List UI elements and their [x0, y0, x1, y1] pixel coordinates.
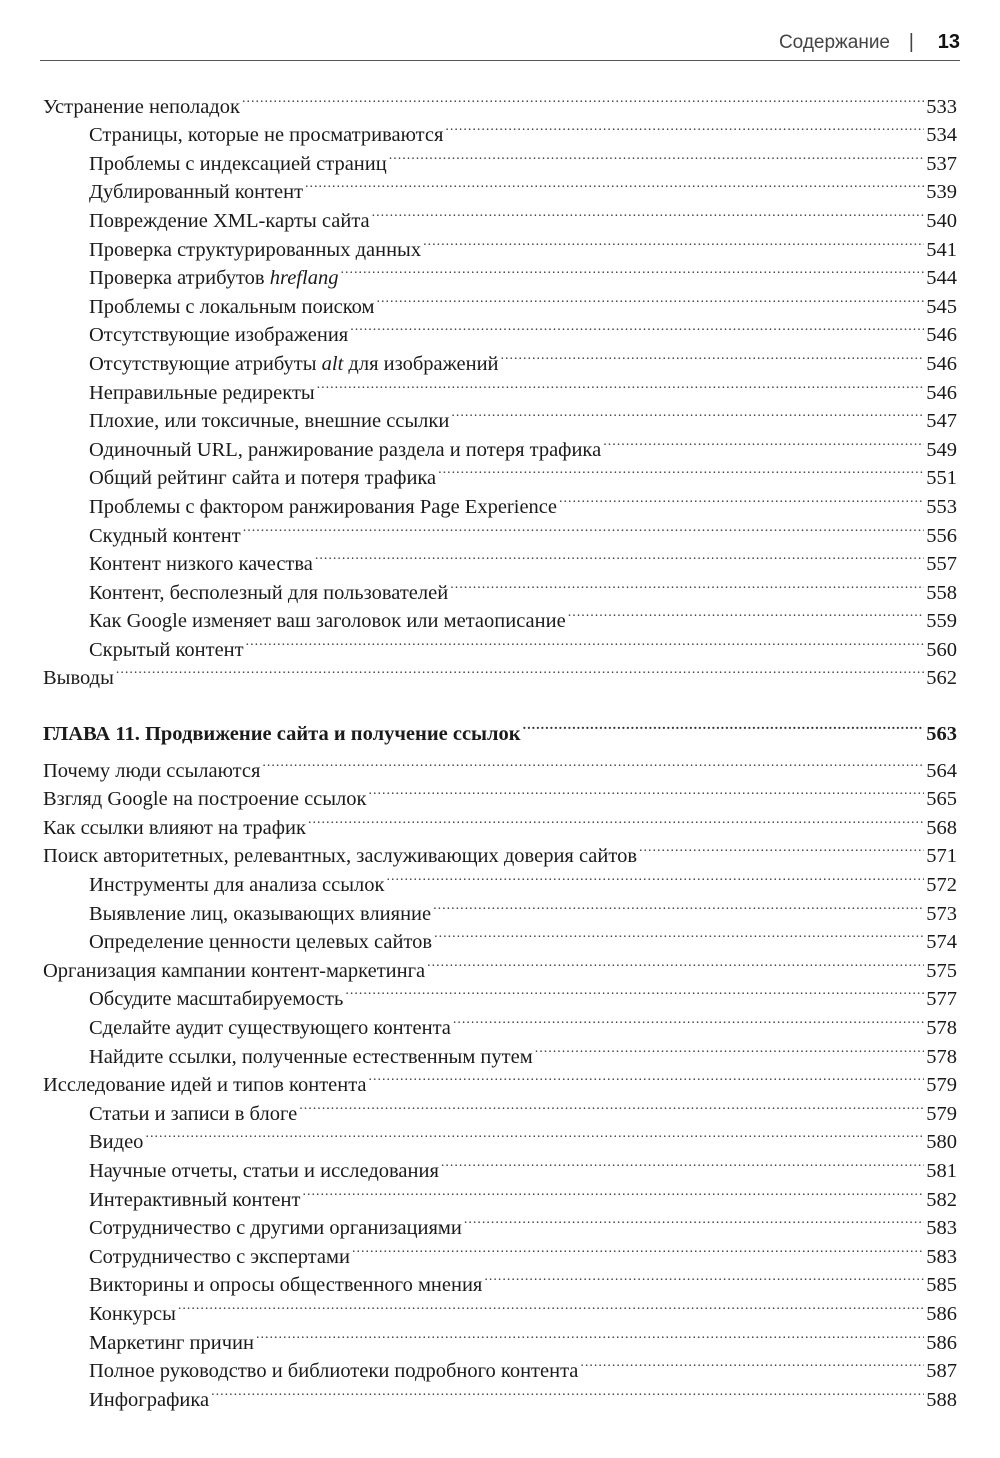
toc-entry-label: Сотрудничество с другими организациями: [89, 1217, 462, 1240]
running-header: [40, 30, 960, 61]
toc-entry-label: Полное руководство и библиотеки подробного контента: [89, 1360, 579, 1383]
toc-entry-page: 545: [926, 295, 957, 318]
toc-entry-label-italic: alt: [321, 352, 344, 375]
toc-entry-page: 549: [926, 438, 957, 461]
toc-entry-page: 578: [926, 1017, 957, 1039]
toc-entry[interactable]: [43, 1148, 957, 1182]
toc-leader-dots: [145, 1120, 924, 1149]
toc-entry-label: Интерактивный контент: [89, 1188, 301, 1211]
toc-entry-page: 583: [926, 1245, 957, 1268]
toc-leader-dots: [352, 1234, 924, 1263]
toc-entry-page: 541: [926, 238, 957, 261]
toc-leader-dots: [568, 599, 925, 628]
toc-entry-label: Повреждение XML-карты сайта: [89, 209, 370, 232]
toc-entry-label: Поиск авторитетных, релевантных, заслуживающих доверия сайтов: [43, 845, 637, 868]
toc-entry-page: 560: [926, 638, 957, 661]
toc-leader-dots: [299, 1091, 924, 1120]
toc-leader-dots: [603, 427, 924, 456]
toc-entry-label: Скудный контент: [89, 524, 241, 547]
toc-leader-dots: [441, 1148, 924, 1177]
toc-leader-dots: [256, 1320, 924, 1349]
toc-entry-label: Как ссылки влияют на трафик: [43, 816, 306, 839]
toc-entry-label: Инструменты для анализа ссылок: [89, 874, 385, 897]
toc-leader-dots: [438, 456, 924, 485]
toc-entry-page: 586: [926, 1331, 957, 1354]
toc-entry-label-part: Отсутствующие атрибуты: [89, 352, 322, 375]
toc-entry-page: 534: [926, 124, 957, 147]
toc-entry-label: Определение ценности целевых сайтов: [89, 931, 433, 954]
toc-leader-dots: [423, 227, 924, 256]
toc-entry-page: 564: [926, 759, 957, 782]
toc-entry-label: Устранение неполадок: [43, 95, 240, 118]
toc-entry-label: Отсутствующие изображения: [89, 324, 349, 347]
toc-leader-dots: [484, 1263, 924, 1292]
toc-entry[interactable]: [43, 656, 957, 690]
toc-leader-dots: [242, 84, 924, 113]
toc-entry-label: Научные отчеты, статьи и исследования: [89, 1159, 439, 1182]
toc-leader-dots: [340, 256, 924, 285]
toc-entry-label: Скрытый контент: [89, 638, 244, 661]
toc-leader-dots: [434, 920, 924, 949]
toc-entry[interactable]: [43, 748, 957, 782]
toc-leader-dots: [369, 1063, 925, 1092]
toc-entry-page: 579: [926, 1102, 957, 1125]
table-of-contents: [43, 84, 957, 1411]
toc-entry-page: 565: [926, 788, 957, 811]
toc-leader-dots: [262, 748, 924, 777]
toc-entry-page: 582: [926, 1188, 957, 1211]
toc-leader-dots: [246, 627, 925, 656]
toc-entry-page: 587: [926, 1360, 957, 1383]
toc-entry-page: 575: [926, 959, 957, 982]
toc-entry-page: 568: [926, 816, 957, 839]
toc-leader-dots: [580, 1349, 924, 1378]
toc-entry[interactable]: [43, 84, 957, 118]
toc-entry-page: 581: [926, 1159, 957, 1182]
toc-entry-label: Плохие, или токсичные, внешние ссылки: [89, 410, 450, 433]
toc-entry-page: 559: [926, 610, 957, 633]
toc-leader-dots: [523, 711, 925, 740]
toc-leader-dots: [315, 542, 924, 571]
toc-entry-label: Общий рейтинг сайта и потеря трафика: [89, 467, 437, 490]
toc-leader-dots: [317, 370, 925, 399]
toc-entry-label: Контент низкого качества: [89, 553, 313, 576]
toc-entry-page: 588: [926, 1388, 957, 1411]
toc-chapter-row[interactable]: [43, 711, 957, 746]
toc-entry[interactable]: [43, 1120, 957, 1154]
toc-entry-label: Почему люди ссылаются: [43, 759, 261, 782]
toc-entry-page: 551: [926, 467, 957, 490]
toc-leader-dots: [445, 113, 924, 142]
toc-entry-label: Сотрудничество с экспертами: [89, 1245, 350, 1268]
toc-leader-dots: [178, 1291, 924, 1320]
toc-entry-page: 579: [926, 1074, 957, 1097]
toc-leader-dots: [305, 170, 924, 199]
toc-entry-label: Проблемы с фактором ранжирования Page Experience: [89, 495, 557, 518]
toc-entry-label: Викторины и опросы общественного мнения: [89, 1274, 483, 1297]
toc-leader-dots: [451, 399, 924, 428]
toc-leader-dots: [211, 1377, 924, 1406]
toc-entry-label: Статьи и записи в блоге: [89, 1102, 298, 1125]
toc-entry-label: Как Google изменяет ваш заголовок или метаописание: [89, 610, 566, 633]
toc-entry-label: Выявление лиц, оказывающих влияние: [89, 902, 432, 925]
toc-entry-page: 539: [926, 181, 957, 204]
toc-leader-dots: [450, 570, 924, 599]
toc-entry-page: 546: [926, 352, 957, 375]
toc-entry-page: 557: [926, 553, 957, 576]
toc-leader-dots: [453, 1005, 924, 1034]
toc-entry-label: Маркетинг причин: [89, 1331, 255, 1354]
toc-leader-dots: [559, 484, 924, 513]
toc-entry-label: Страницы, которые не просматриваются: [89, 124, 444, 147]
toc-entry-label: Дублированный контент: [89, 181, 304, 204]
toc-entry-page: 546: [926, 381, 957, 404]
toc-entry-label: Проблемы с индексацией страниц: [89, 152, 387, 175]
toc-leader-dots: [243, 513, 925, 542]
toc-entry-label: [89, 264, 338, 293]
toc-section-troubleshooting: [43, 84, 957, 690]
toc-leader-dots: [372, 198, 925, 227]
header-title: Содержание: [778, 32, 890, 53]
toc-entry-label: Инфографика: [89, 1388, 210, 1411]
toc-entry-page: 556: [926, 524, 957, 547]
toc-leader-dots: [386, 862, 924, 891]
header-separator: |: [908, 31, 914, 53]
toc-section-chapter-11: [43, 748, 957, 1411]
toc-entry-label: Конкурсы: [89, 1302, 176, 1325]
toc-leader-dots: [639, 834, 924, 863]
toc-entry-label: Одиночный URL, ранжирование раздела и потеря трафика: [89, 438, 602, 461]
toc-leader-dots: [433, 891, 924, 920]
toc-entry-page: 577: [926, 988, 957, 1011]
toc-leader-dots: [350, 313, 924, 342]
toc-leader-dots: [535, 1034, 925, 1063]
toc-entry-label: Взгляд Google на построение ссылок: [43, 788, 367, 811]
toc-entry[interactable]: [43, 1320, 957, 1354]
toc-entry-page: 572: [926, 874, 957, 897]
toc-entry-page: 578: [926, 1045, 957, 1068]
toc-entry-page: 533: [926, 95, 957, 118]
toc-leader-dots: [501, 341, 925, 370]
toc-entry-page: 558: [926, 581, 957, 604]
toc-entry-label-italic: hreflang: [269, 267, 339, 290]
toc-leader-dots: [308, 805, 924, 834]
toc-entry-page: 547: [926, 410, 957, 433]
toc-leader-dots: [377, 284, 925, 313]
toc-leader-dots: [302, 1177, 924, 1206]
toc-leader-dots: [116, 656, 924, 685]
toc-entry-label: Контент, бесполезный для пользователей: [89, 581, 449, 604]
toc-entry-label-part: для изображений: [343, 352, 499, 375]
toc-entry-page: 571: [926, 845, 957, 868]
toc-entry-label: Видео: [89, 1131, 144, 1154]
toc-entry-page: 573: [926, 902, 957, 925]
toc-entry-label: Организация кампании контент-маркетинга: [43, 959, 426, 982]
toc-entry-page: 540: [926, 209, 957, 232]
toc-entry-page: 562: [926, 667, 957, 690]
toc-entry-page: 553: [926, 495, 957, 518]
header-page-number: 13: [937, 31, 960, 53]
toc-entry-page: 580: [926, 1131, 957, 1154]
toc-entry-label: Обсудите масштабируемость: [89, 988, 344, 1011]
toc-entry-page: 546: [926, 324, 957, 347]
toc-entry-label: Неправильные редиректы: [89, 381, 315, 404]
toc-entry-page: 586: [926, 1302, 957, 1325]
toc-entry-label: Проблемы с локальным поиском: [89, 295, 375, 318]
toc-entry-label-part: Проверка атрибутов: [89, 267, 270, 290]
toc-leader-dots: [345, 977, 924, 1006]
toc-leader-dots: [369, 777, 925, 806]
toc-entry-label: ГЛАВА 11. Продвижение сайта и получение ссылок: [43, 723, 521, 746]
toc-entry-page: 544: [926, 267, 957, 290]
toc-entry-page: 563: [926, 723, 957, 746]
toc-leader-dots: [464, 1206, 924, 1235]
toc-entry-label: Исследование идей и типов контента: [43, 1074, 367, 1097]
toc-entry-label: Выводы: [43, 667, 114, 690]
toc-entry-page: 583: [926, 1217, 957, 1240]
toc-leader-dots: [427, 948, 924, 977]
toc-entry-page: 537: [926, 152, 957, 175]
toc-entry-page: 585: [926, 1274, 957, 1297]
toc-entry[interactable]: [43, 1291, 957, 1325]
toc-entry-label: Сделайте аудит существующего контента: [89, 1017, 451, 1039]
toc-entry-label: Найдите ссылки, полученные естественным путем: [89, 1045, 533, 1068]
toc-entry-label: Проверка структурированных данных: [89, 238, 422, 261]
toc-entry-page: 574: [926, 931, 957, 954]
toc-leader-dots: [389, 141, 925, 170]
